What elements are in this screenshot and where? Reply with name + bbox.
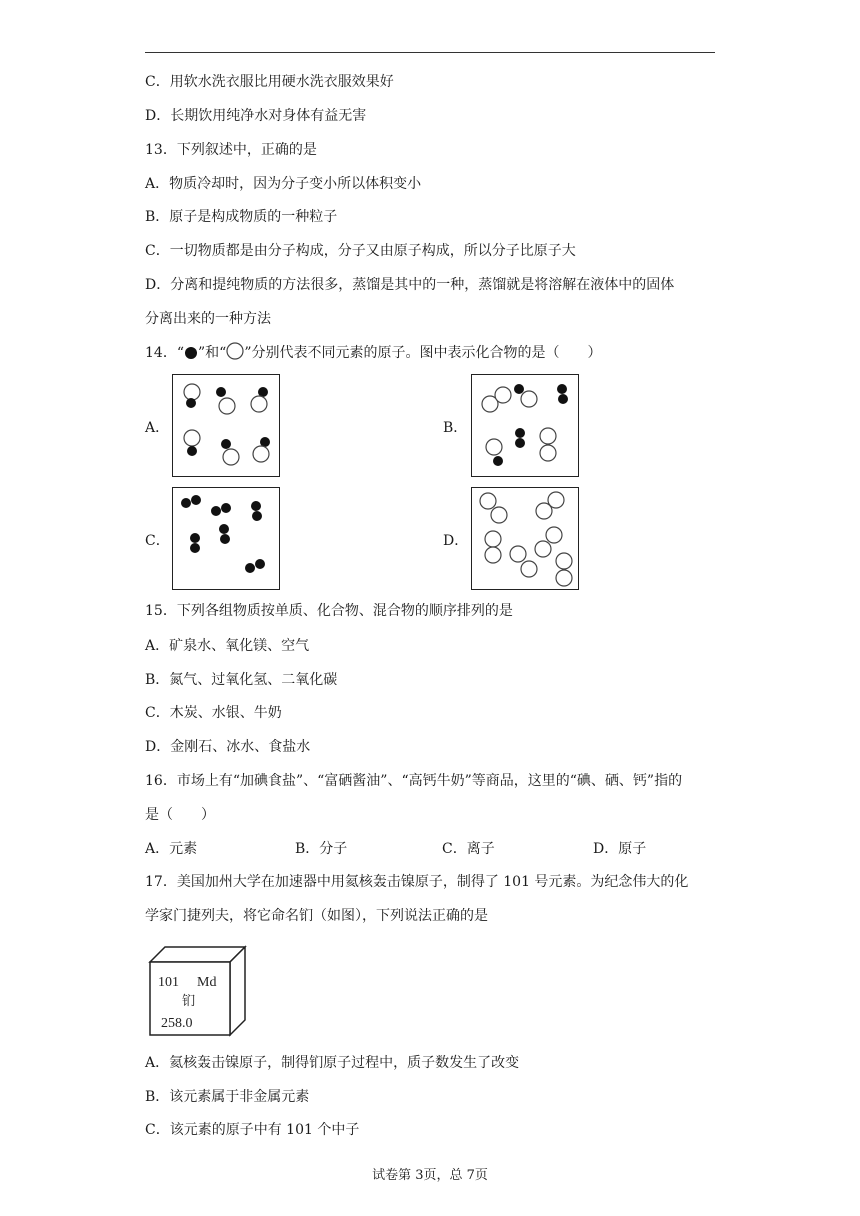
q14-diagram-c xyxy=(172,487,280,590)
q15-option-a: A．矿泉水、氧化镁、空气 xyxy=(145,638,310,654)
q15-option-c: C．木炭、水银、牛奶 xyxy=(145,705,282,721)
q13-option-d-line1: D．分离和提纯物质的方法很多，蒸馏是其中的一种，蒸馏就是将溶解在液体中的固体 xyxy=(145,277,675,293)
q15-option-d: D．金刚石、冰水、食盐水 xyxy=(145,739,311,755)
q13-option-a: A．物质冷却时，因为分子变小所以体积变小 xyxy=(145,176,422,192)
q14-diagram-d xyxy=(471,487,579,590)
q13-option-d-line2: 分离出来的一种方法 xyxy=(145,311,271,327)
white-atom-icon xyxy=(226,342,244,360)
mendelevium-element-card xyxy=(145,942,250,1038)
q13-option-b: B．原子是构成物质的一种粒子 xyxy=(145,209,338,225)
q14-diagram-b xyxy=(471,374,579,477)
q16-stem-line1: 16．市场上有“加碘食盐”、“富硒酱油”、“高钙牛奶”等商品，这里的“碘、硒、钙”指的 xyxy=(145,773,683,789)
q16-option-c: C．离子 xyxy=(442,841,495,857)
q17-option-a: A．氦核轰击镍原子，制得钔原子过程中，质子数发生了改变 xyxy=(145,1055,520,1071)
q16-option-d: D．原子 xyxy=(593,841,647,857)
q15-stem: 15．下列各组物质按单质、化合物、混合物的顺序排列的是 xyxy=(145,603,513,619)
element-symbol: Md xyxy=(197,975,217,990)
q13-option-c: C．一切物质都是由分子构成，分子又由原子构成，所以分子比原子大 xyxy=(145,243,576,259)
q17-stem-line2: 学家门捷列夫，将它命名钔（如图），下列说法正确的是 xyxy=(145,908,488,924)
header-rule xyxy=(145,52,715,53)
q17-option-b: B．该元素属于非金属元素 xyxy=(145,1089,310,1105)
q12-option-c: C．用软水洗衣服比用硬水洗衣服效果好 xyxy=(145,74,394,90)
element-mass: 258.0 xyxy=(161,1016,193,1031)
q16-stem-line2: 是（ ） xyxy=(145,807,215,823)
q16-option-b: B．分子 xyxy=(295,841,348,857)
q16-option-a: A．元素 xyxy=(145,841,198,857)
q17-option-c: C．该元素的原子中有 101 个中子 xyxy=(145,1122,360,1138)
q14-option-d-label: D． xyxy=(443,533,469,549)
q14-option-c-label: C． xyxy=(145,533,170,549)
q13-stem: 13．下列叙述中，正确的是 xyxy=(145,142,317,158)
q14-diagram-a xyxy=(172,374,280,477)
q14-option-b-label: B． xyxy=(443,420,468,436)
q17-stem-line1: 17．美国加州大学在加速器中用氦核轰击镍原子，制得了 101 号元素。为纪念伟大的化 xyxy=(145,874,689,890)
element-number: 101 xyxy=(158,975,179,990)
black-atom-icon xyxy=(184,346,198,360)
page-footer: 试卷第 3页，总 7页 xyxy=(372,1168,488,1183)
q14-stem: 14．“ ”和“ ”分别代表不同元素的原子。图中表示化合物的是（ ） xyxy=(145,342,601,363)
q12-option-d: D．长期饮用纯净水对身体有益无害 xyxy=(145,108,367,124)
element-name: 钔 xyxy=(182,994,196,1009)
q14-option-a-label: A． xyxy=(145,420,170,436)
q15-option-b: B．氮气、过氧化氢、二氧化碳 xyxy=(145,672,338,688)
